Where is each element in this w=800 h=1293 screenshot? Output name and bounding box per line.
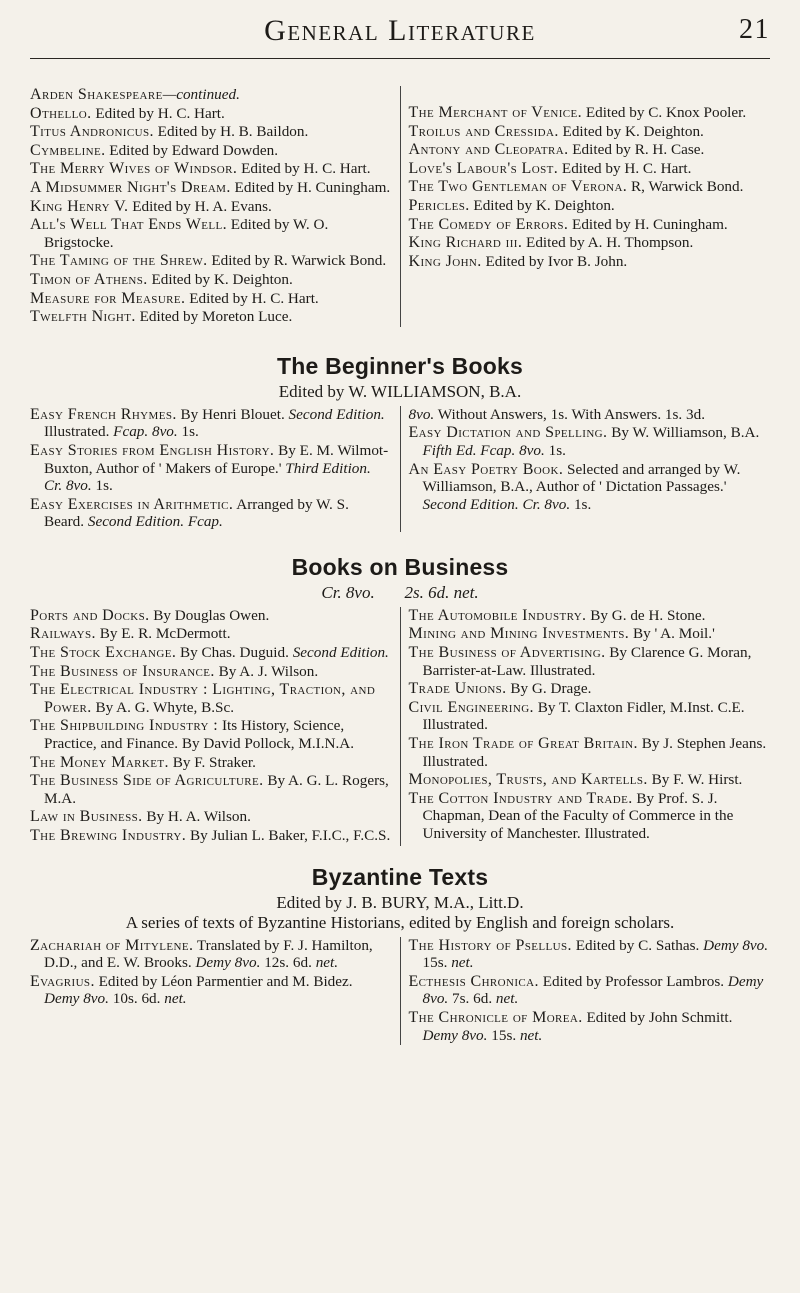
list-item [409, 197, 771, 215]
list-item [30, 160, 392, 178]
arden-section [30, 86, 770, 327]
beginners-section [30, 406, 770, 532]
entry-text: By A. G. L. Rogers, M.A. [44, 772, 389, 807]
list-item [30, 937, 392, 972]
byzantine-heading [30, 864, 770, 933]
entry-text: Illustrated. [44, 423, 114, 441]
entry-text: Edited by Edward Dowden. [105, 141, 279, 159]
list-item [30, 973, 392, 1008]
list-item [30, 271, 392, 289]
list-item [409, 699, 771, 734]
beginners-title: The Beginner's Books [277, 352, 523, 379]
list-item [409, 771, 771, 789]
entry-title: King Henry V. [30, 197, 129, 215]
byzantine-section [30, 937, 770, 1046]
list-item [409, 1009, 771, 1044]
entry-title: Ports and Docks. [30, 606, 150, 624]
byzantine-editor: Edited by J. B. BURY, M.A., Litt.D. [276, 892, 524, 912]
entry-title: The Automobile Industry. [408, 606, 587, 624]
arden-continued-heading: Arden Shakespeare—continued. [30, 86, 240, 103]
entry-text: By Prof. S. J. Chapman, Dean of the Faculty of Commerce in the University of Manchester. Illustrated. [422, 789, 734, 842]
page-number: 21 [739, 14, 770, 45]
list-item [30, 625, 392, 643]
entry-format: Second Edition. Fcap. [87, 513, 223, 531]
byzantine-note: A series of texts of Byzantine Historians, edited by English and foreign scholars. [125, 912, 675, 932]
entry-text: By W. Williamson, B.A. [607, 424, 760, 442]
entry-text: By A. J. Wilson. [214, 662, 319, 680]
list-item [409, 625, 771, 643]
entry-format: net. [315, 954, 339, 972]
entry-title: The Money Market. [30, 753, 169, 771]
entry-text: Edited by H. C. Hart. [558, 159, 692, 177]
arden-right-column [401, 86, 771, 327]
entry-text: Edited by H. C. Hart. [185, 289, 319, 307]
entry-title: Love's Labour's Lost. [408, 159, 559, 177]
entry-text: R, Warwick Bond. [627, 178, 744, 196]
entry-text: Edited by W. O. Brigstocke. [44, 216, 329, 251]
business-title: Books on Business [291, 553, 509, 580]
list-item [409, 123, 771, 141]
entry-title: Trade Unions. [408, 680, 507, 698]
list-item [30, 308, 392, 326]
entry-text: Selected and arranged by W. Williamson, B.A., Author of ' Dictation Passages.' [422, 460, 741, 496]
entry-format: net. [495, 990, 519, 1008]
entry-text: Without Answers, 1s. With Answers. 1s. 3d. [434, 405, 705, 423]
arden-left-list [30, 105, 392, 326]
entry-text: By Clarence G. Moran, Barrister-at-Law. Illustrated. [422, 644, 752, 679]
entry-text: Edited by John Schmitt. [582, 1008, 733, 1026]
entry-text: By H. A. Wilson. [142, 808, 251, 826]
header-rule [30, 58, 770, 59]
entry-title: The Electrical Industry : Lighting, Traction, and Power. [30, 681, 376, 716]
entry-text: Edited by K. Deighton. [558, 122, 704, 140]
list-item [409, 406, 771, 424]
entry-text: Edited by C. Sathas. [571, 936, 704, 954]
business-format: Cr. 8vo. 2s. 6d. net. [321, 582, 479, 602]
business-heading [30, 554, 770, 603]
entry-title: An Easy Poetry Book. [408, 460, 564, 478]
entry-format: Third Edition. Cr. 8vo. [44, 459, 371, 495]
entry-title: A Midsummer Night's Dream. [30, 178, 231, 196]
entry-title: The Business of Insurance. [30, 662, 215, 680]
entry-title: The Brewing Industry. [30, 827, 187, 844]
entry-text: 1s. [177, 423, 199, 441]
list-item [409, 216, 771, 234]
list-item [409, 234, 771, 252]
list-item [30, 827, 392, 845]
list-item [30, 754, 392, 772]
entry-title: The History of Psellus. [408, 936, 572, 954]
entry-text: By Chas. Duguid. [176, 644, 293, 662]
running-title: General Literature [264, 14, 536, 47]
list-item [409, 424, 771, 459]
list-item [409, 973, 771, 1008]
list-item [30, 290, 392, 308]
list-item [30, 663, 392, 681]
entry-title: Easy Dictation and Spelling. [408, 424, 608, 442]
byzantine-title: Byzantine Texts [311, 863, 489, 890]
entry-text: Its History, Science, Practice, and Finance. By David Pollock, M.I.N.A. [44, 717, 355, 753]
byzantine-left-column [30, 937, 401, 1046]
entry-format: 8vo. [408, 405, 435, 423]
entry-title: Twelfth Night. [30, 308, 136, 326]
entry-title: The Cotton Industry and Trade. [408, 789, 633, 807]
entry-format: Demy 8vo. [195, 954, 261, 972]
entry-title: Easy Stories from English History. [30, 441, 275, 459]
list-item [30, 198, 392, 216]
entry-text: Edited by H. C. Hart. [91, 104, 225, 122]
entry-format: Second Edition. [288, 405, 385, 423]
list-item [30, 496, 392, 531]
beginners-left-column [30, 406, 401, 532]
business-right-column [401, 607, 771, 846]
list-item [409, 104, 771, 122]
entry-text: By Henri Blouet. [176, 405, 289, 423]
entry-text: Edited by R. H. Case. [568, 141, 705, 159]
entry-text: Edited by H. Cuningham. [568, 215, 728, 233]
entry-text: By ' A. Moil.' [629, 625, 715, 643]
list-item [30, 717, 392, 752]
entry-text: By E. M. Wilmot-Buxton, Author of ' Makers of Europe.' [44, 441, 389, 477]
entry-text: Edited by H. Cuningham. [230, 178, 391, 196]
entry-text: 1s. [91, 477, 113, 495]
list-item [409, 253, 771, 271]
entry-title: Troilus and Cressida. [408, 122, 559, 140]
list-item [30, 442, 392, 495]
entry-title: Ecthesis Chronica. [408, 972, 539, 990]
running-header [30, 0, 770, 76]
entry-text: By A. G. Whyte, B.Sc. [91, 698, 235, 716]
entry-text: 15s. [487, 1026, 520, 1044]
entry-format: net. [519, 1026, 543, 1044]
entry-title: Evagrius. [30, 972, 95, 990]
entry-text: 15s. [422, 954, 452, 972]
entry-title: King John. [408, 252, 482, 270]
entry-text: By T. Claxton Fidler, M.Inst. C.E. Illustrated. [422, 698, 745, 734]
entry-title: The Iron Trade of Great Britain. [408, 735, 638, 753]
list-item [30, 179, 392, 197]
list-item [409, 178, 771, 196]
list-item [30, 644, 392, 662]
entry-format: Fcap. 8vo. [113, 423, 178, 441]
entry-title: Antony and Cleopatra. [408, 141, 569, 159]
entry-title: The Business Side of Agriculture. [30, 772, 264, 790]
entry-title: Civil Engineering. [408, 698, 534, 716]
entry-title: The Comedy of Errors. [408, 215, 569, 233]
entry-title: The Stock Exchange. [30, 644, 177, 662]
entry-text: Edited by K. Deighton. [469, 196, 615, 214]
list-item [409, 735, 771, 770]
entry-text: By J. Stephen Jeans. Illustrated. [422, 735, 767, 770]
entry-text: Edited by R. Warwick Bond. [207, 252, 387, 270]
list-item [409, 461, 771, 514]
business-left-column [30, 607, 401, 846]
list-item [30, 406, 392, 441]
entry-title: The Business of Advertising. [408, 644, 606, 662]
entry-text: Translated by F. J. Hamilton, D.D., and E. W. Brooks. [44, 936, 373, 972]
beginners-right-column [401, 406, 771, 532]
list-item [30, 105, 392, 123]
entry-text: Edited by Ivor B. John. [481, 252, 628, 270]
list-item [30, 252, 392, 270]
business-section [30, 607, 770, 846]
entry-format: Fifth Ed. Fcap. 8vo. [422, 441, 545, 459]
list-item [409, 680, 771, 698]
entry-text: Edited by H. C. Hart. [237, 160, 371, 178]
list-item [409, 160, 771, 178]
entry-text: 12s. 6d. [260, 954, 316, 972]
entry-format: Demy 8vo. [422, 1026, 488, 1044]
list-item [30, 216, 392, 251]
list-item [409, 937, 771, 972]
entry-text: 1s. [570, 495, 592, 513]
arden-right-list [409, 104, 771, 270]
entry-text: Edited by C. Knox Pooler. [582, 104, 747, 121]
entry-title: Monopolies, Trusts, and Kartells. [408, 771, 648, 789]
list-item [30, 123, 392, 141]
list-item [30, 142, 392, 160]
entry-title: The Taming of the Shrew. [30, 252, 208, 270]
entry-text: By G. de H. Stone. [586, 606, 706, 624]
entry-text: Edited by H. B. Baildon. [153, 123, 309, 141]
entry-title: Easy Exercises in Arithmetic. [30, 495, 234, 513]
entry-title: The Two Gentleman of Verona. [408, 178, 628, 196]
entry-title: The Merchant of Venice. [408, 104, 583, 121]
entry-format: Second Edition. Cr. 8vo. [422, 495, 571, 513]
entry-title: King Richard iii. [408, 234, 523, 252]
entry-format: Second Edition. [292, 644, 389, 662]
arden-left-column [30, 86, 401, 327]
entry-title: Othello. [30, 104, 92, 122]
entry-title: Easy French Rhymes. [30, 405, 177, 423]
entry-title: The Shipbuilding Industry : [30, 717, 219, 735]
entry-text: 7s. 6d. [448, 990, 496, 1008]
entry-format: Demy 8vo. [422, 972, 764, 1008]
entry-text: By Julian L. Baker, F.I.C., F.C.S. [186, 827, 391, 844]
entry-title: Pericles. [408, 196, 470, 214]
list-item [409, 141, 771, 159]
entry-title: Zachariah of Mitylene. [30, 936, 194, 954]
list-item [30, 681, 392, 716]
entry-text: By Douglas Owen. [149, 606, 270, 624]
entry-format: Demy 8vo. [703, 936, 769, 954]
entry-text: By F. W. Hirst. [647, 771, 743, 789]
entry-title: Cymbeline. [30, 141, 106, 159]
entry-title: The Merry Wives of Windsor. [30, 160, 238, 178]
entry-text: By F. Straker. [168, 753, 256, 771]
entry-text: By G. Drage. [506, 680, 592, 698]
entry-text: Edited by Moreton Luce. [135, 308, 293, 326]
entry-title: The Chronicle of Morea. [408, 1008, 583, 1026]
entry-format: net. [164, 990, 187, 1008]
entry-title: Mining and Mining Investments. [408, 625, 630, 643]
entry-text: 10s. 6d. [108, 990, 165, 1008]
list-item [409, 644, 771, 679]
entry-title: Titus Andronicus. [30, 123, 154, 141]
byzantine-right-column [401, 937, 771, 1046]
entry-text: Edited by Professor Lambros. [538, 972, 728, 990]
list-item [30, 808, 392, 826]
entry-format: net. [451, 954, 474, 972]
entry-text: Edited by Léon Parmentier and M. Bidez. [94, 972, 353, 990]
entry-title: Measure for Measure. [30, 289, 186, 307]
entry-title: All's Well That Ends Well. [30, 216, 227, 234]
list-item [30, 772, 392, 807]
beginners-editor: Edited by W. WILLIAMSON, B.A. [278, 381, 522, 401]
entry-text: Arranged by W. S. Beard. [44, 495, 349, 531]
entry-text: Edited by A. H. Thompson. [522, 234, 694, 252]
entry-title: Railways. [30, 625, 96, 643]
list-item [409, 790, 771, 843]
page [30, 0, 770, 1045]
entry-title: Law in Business. [30, 808, 143, 826]
entry-text: 1s. [544, 441, 566, 459]
list-item [409, 607, 771, 625]
entry-format: Demy 8vo. [44, 990, 109, 1008]
list-item [30, 607, 392, 625]
entry-text: Edited by H. A. Evans. [128, 197, 272, 215]
entry-text: By E. R. McDermott. [95, 625, 231, 643]
entry-text: Edited by K. Deighton. [147, 270, 293, 288]
beginners-heading [30, 353, 770, 402]
entry-title: Timon of Athens. [30, 270, 148, 288]
